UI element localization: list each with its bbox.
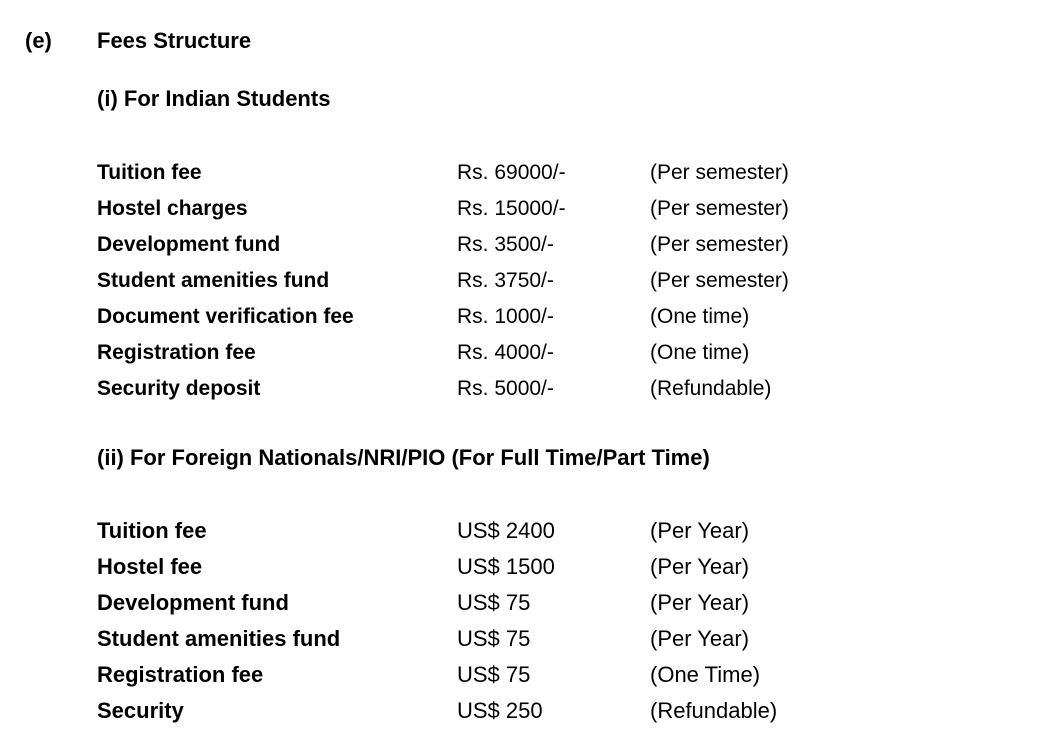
table-row xyxy=(0,263,1040,299)
fee-note: (Per Year) xyxy=(650,554,750,579)
fee-label: Registration fee xyxy=(97,341,256,364)
fee-note: (Refundable) xyxy=(650,377,772,400)
table-row xyxy=(0,227,1040,263)
fee-label: Tuition fee xyxy=(97,518,207,543)
fee-note: (Per semester) xyxy=(650,233,789,256)
table-row xyxy=(0,191,1040,227)
fee-note: (Per semester) xyxy=(650,197,789,220)
table-row xyxy=(0,371,1040,407)
fee-note: (Per Year) xyxy=(650,626,750,651)
fee-table-foreign-nationals xyxy=(0,513,1040,729)
section-heading-foreign-nationals: (ii) For Foreign Nationals/NRI/PIO (For Full Time/Part Time) xyxy=(97,445,710,470)
table-row xyxy=(0,513,1040,549)
fee-amount: Rs. 3750/- xyxy=(457,269,554,292)
fee-amount: US$ 2400 xyxy=(457,518,555,543)
fee-amount: US$ 75 xyxy=(457,662,531,687)
fee-note: (One time) xyxy=(650,305,750,328)
fee-note: (One time) xyxy=(650,341,750,364)
table-row xyxy=(0,657,1040,693)
table-row xyxy=(0,155,1040,191)
fee-amount: Rs. 4000/- xyxy=(457,341,554,364)
fee-label: Tuition fee xyxy=(97,161,202,184)
fee-note: (Refundable) xyxy=(650,698,778,723)
fee-amount: US$ 75 xyxy=(457,590,531,615)
fee-amount: US$ 1500 xyxy=(457,554,555,579)
clause-marker: (e) xyxy=(25,28,52,53)
fee-label: Development fund xyxy=(97,233,281,256)
fee-label: Document verification fee xyxy=(97,305,354,328)
table-row xyxy=(0,585,1040,621)
fee-label: Development fund xyxy=(97,590,289,615)
fee-amount: Rs. 3500/- xyxy=(457,233,554,256)
fee-label: Security deposit xyxy=(97,377,261,400)
table-row xyxy=(0,621,1040,657)
fee-note: (Per semester) xyxy=(650,269,789,292)
table-row xyxy=(0,693,1040,729)
fee-label: Student amenities fund xyxy=(97,626,341,651)
fee-amount: US$ 75 xyxy=(457,626,531,651)
fee-note: (Per semester) xyxy=(650,161,789,184)
fee-amount: Rs. 1000/- xyxy=(457,305,554,328)
clause-heading xyxy=(0,24,1040,58)
fee-amount: Rs. 5000/- xyxy=(457,377,554,400)
fee-amount: US$ 250 xyxy=(457,698,543,723)
fee-note: (One Time) xyxy=(650,662,761,687)
fee-label: Hostel charges xyxy=(97,197,248,220)
fee-amount: Rs. 15000/- xyxy=(457,197,566,220)
section-heading-indian-students: (i) For Indian Students xyxy=(97,86,331,111)
table-row xyxy=(0,335,1040,371)
fee-label: Registration fee xyxy=(97,662,264,687)
table-row xyxy=(0,299,1040,335)
fee-amount: Rs. 69000/- xyxy=(457,161,566,184)
page-title: Fees Structure xyxy=(97,28,252,53)
fee-label: Hostel fee xyxy=(97,554,203,579)
fee-label: Security xyxy=(97,698,184,723)
fee-note: (Per Year) xyxy=(650,590,750,615)
fee-note: (Per Year) xyxy=(650,518,750,543)
fee-label: Student amenities fund xyxy=(97,269,330,292)
table-row xyxy=(0,549,1040,585)
fee-table-indian-students xyxy=(0,155,1040,407)
